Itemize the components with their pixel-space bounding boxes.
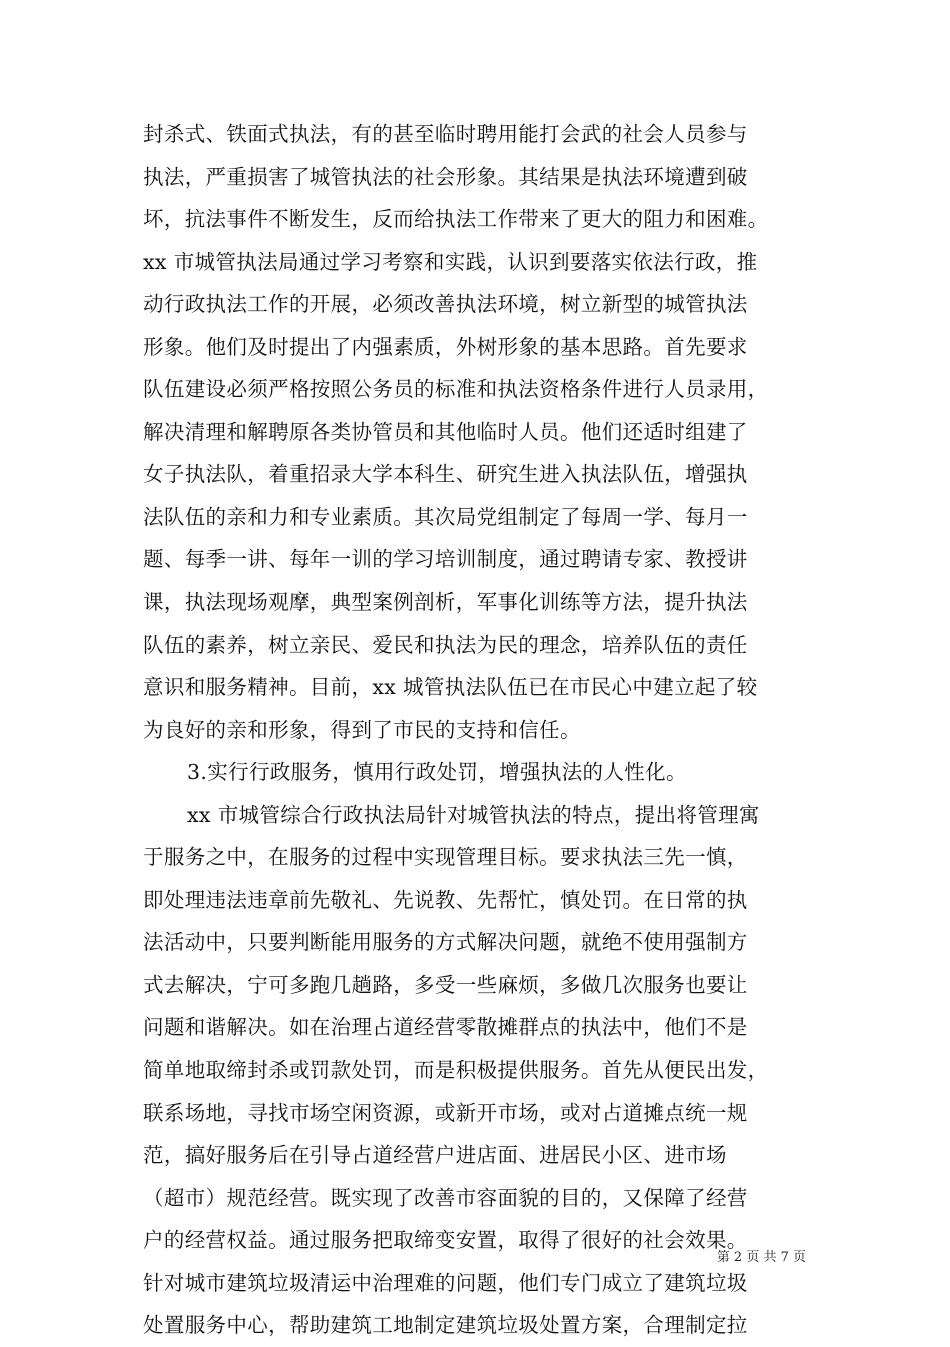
text-line: 封杀式、铁面式执法，有的甚至临时聘用能打会武的社会人员参与 — [143, 122, 748, 146]
text-line: 处置服务中心，帮助建筑工地制定建筑垃圾处置方案，合理制定拉 — [143, 1313, 748, 1338]
text-line: 女子执法队，着重招录大学本科生、研究生进入执法队伍，增强执 — [143, 462, 748, 487]
text-line: 针对城市建筑垃圾清运中治理难的问题，他们专门成立了建筑垃圾 — [143, 1270, 748, 1295]
text-line: 联系场地，寻找市场空闲资源，或新开市场，或对占道摊点统一规 — [143, 1100, 748, 1125]
paragraph-first-line: xx 市城管综合行政执法局针对城管执法的特点，提出将管理寓 — [187, 802, 760, 827]
text-line: 执法，严重损害了城管执法的社会形象。其结果是执法环境遭到破 — [143, 164, 748, 189]
text-line: 范，搞好服务后在引导占道经营户进店面、进居民小区、进市场 — [143, 1143, 727, 1168]
section-heading: 3.实行行政服务，慎用行政处罚，增强执法的人性化。 — [187, 760, 687, 785]
text-line: （超市）规范经营。既实现了改善市容面貌的目的，又保障了经营 — [143, 1185, 748, 1210]
text-line: xx 市城管执法局通过学习考察和实践，认识到要落实依法行政，推 — [143, 249, 758, 274]
text-line: 法队伍的亲和力和专业素质。其次局党组制定了每周一学、每月一 — [143, 504, 748, 529]
page-number-footer: 第 2 页 共 7 页 — [716, 1250, 806, 1265]
text-line: 意识和服务精神。目前，xx 城管执法队伍已在市民心中建立起了较 — [143, 675, 758, 700]
text-line: 即处理违法违章前先敬礼、先说教、先帮忙，慎处罚。在日常的执 — [143, 887, 748, 912]
text-line: 形象。他们及时提出了内强素质，外树形象的基本思路。首先要求 — [143, 334, 748, 359]
text-line: 于服务之中，在服务的过程中实现管理目标。要求执法三先一慎， — [143, 845, 748, 870]
text-line: 动行政执法工作的开展，必须改善执法环境，树立新型的城管执法 — [143, 292, 748, 317]
text-line: 问题和谐解决。如在治理占道经营零散摊群点的执法中，他们不是 — [143, 1015, 748, 1040]
text-line: 户的经营权益。通过服务把取缔变安置，取得了很好的社会效果。 — [143, 1228, 748, 1253]
text-line: 简单地取缔封杀或罚款处罚，而是积极提供服务。首先从便民出发， — [143, 1058, 769, 1083]
text-line: 式去解决，宁可多跑几趟路，多受一些麻烦，多做几次服务也要让 — [143, 972, 748, 997]
text-line: 坏，抗法事件不断发生，反而给执法工作带来了更大的阻力和困难。 — [143, 207, 769, 232]
document-body — [143, 113, 823, 1347]
text-line: 解决清理和解聘原各类协管员和其他临时人员。他们还适时组建了 — [143, 419, 748, 444]
text-line: 为良好的亲和形象，得到了市民的支持和信任。 — [143, 717, 581, 742]
text-line: 队伍的素养，树立亲民、爱民和执法为民的理念，培养队伍的责任 — [143, 632, 748, 657]
text-line: 课，执法现场观摩，典型案例剖析，军事化训练等方法，提升执法 — [143, 590, 748, 615]
text-line: 队伍建设必须严格按照公务员的标准和执法资格条件进行人员录用， — [143, 377, 769, 402]
text-line: 法活动中，只要判断能用服务的方式解决问题，就绝不使用强制方 — [143, 930, 748, 955]
text-line: 题、每季一讲、每年一训的学习培训制度，通过聘请专家、教授讲 — [143, 547, 748, 572]
